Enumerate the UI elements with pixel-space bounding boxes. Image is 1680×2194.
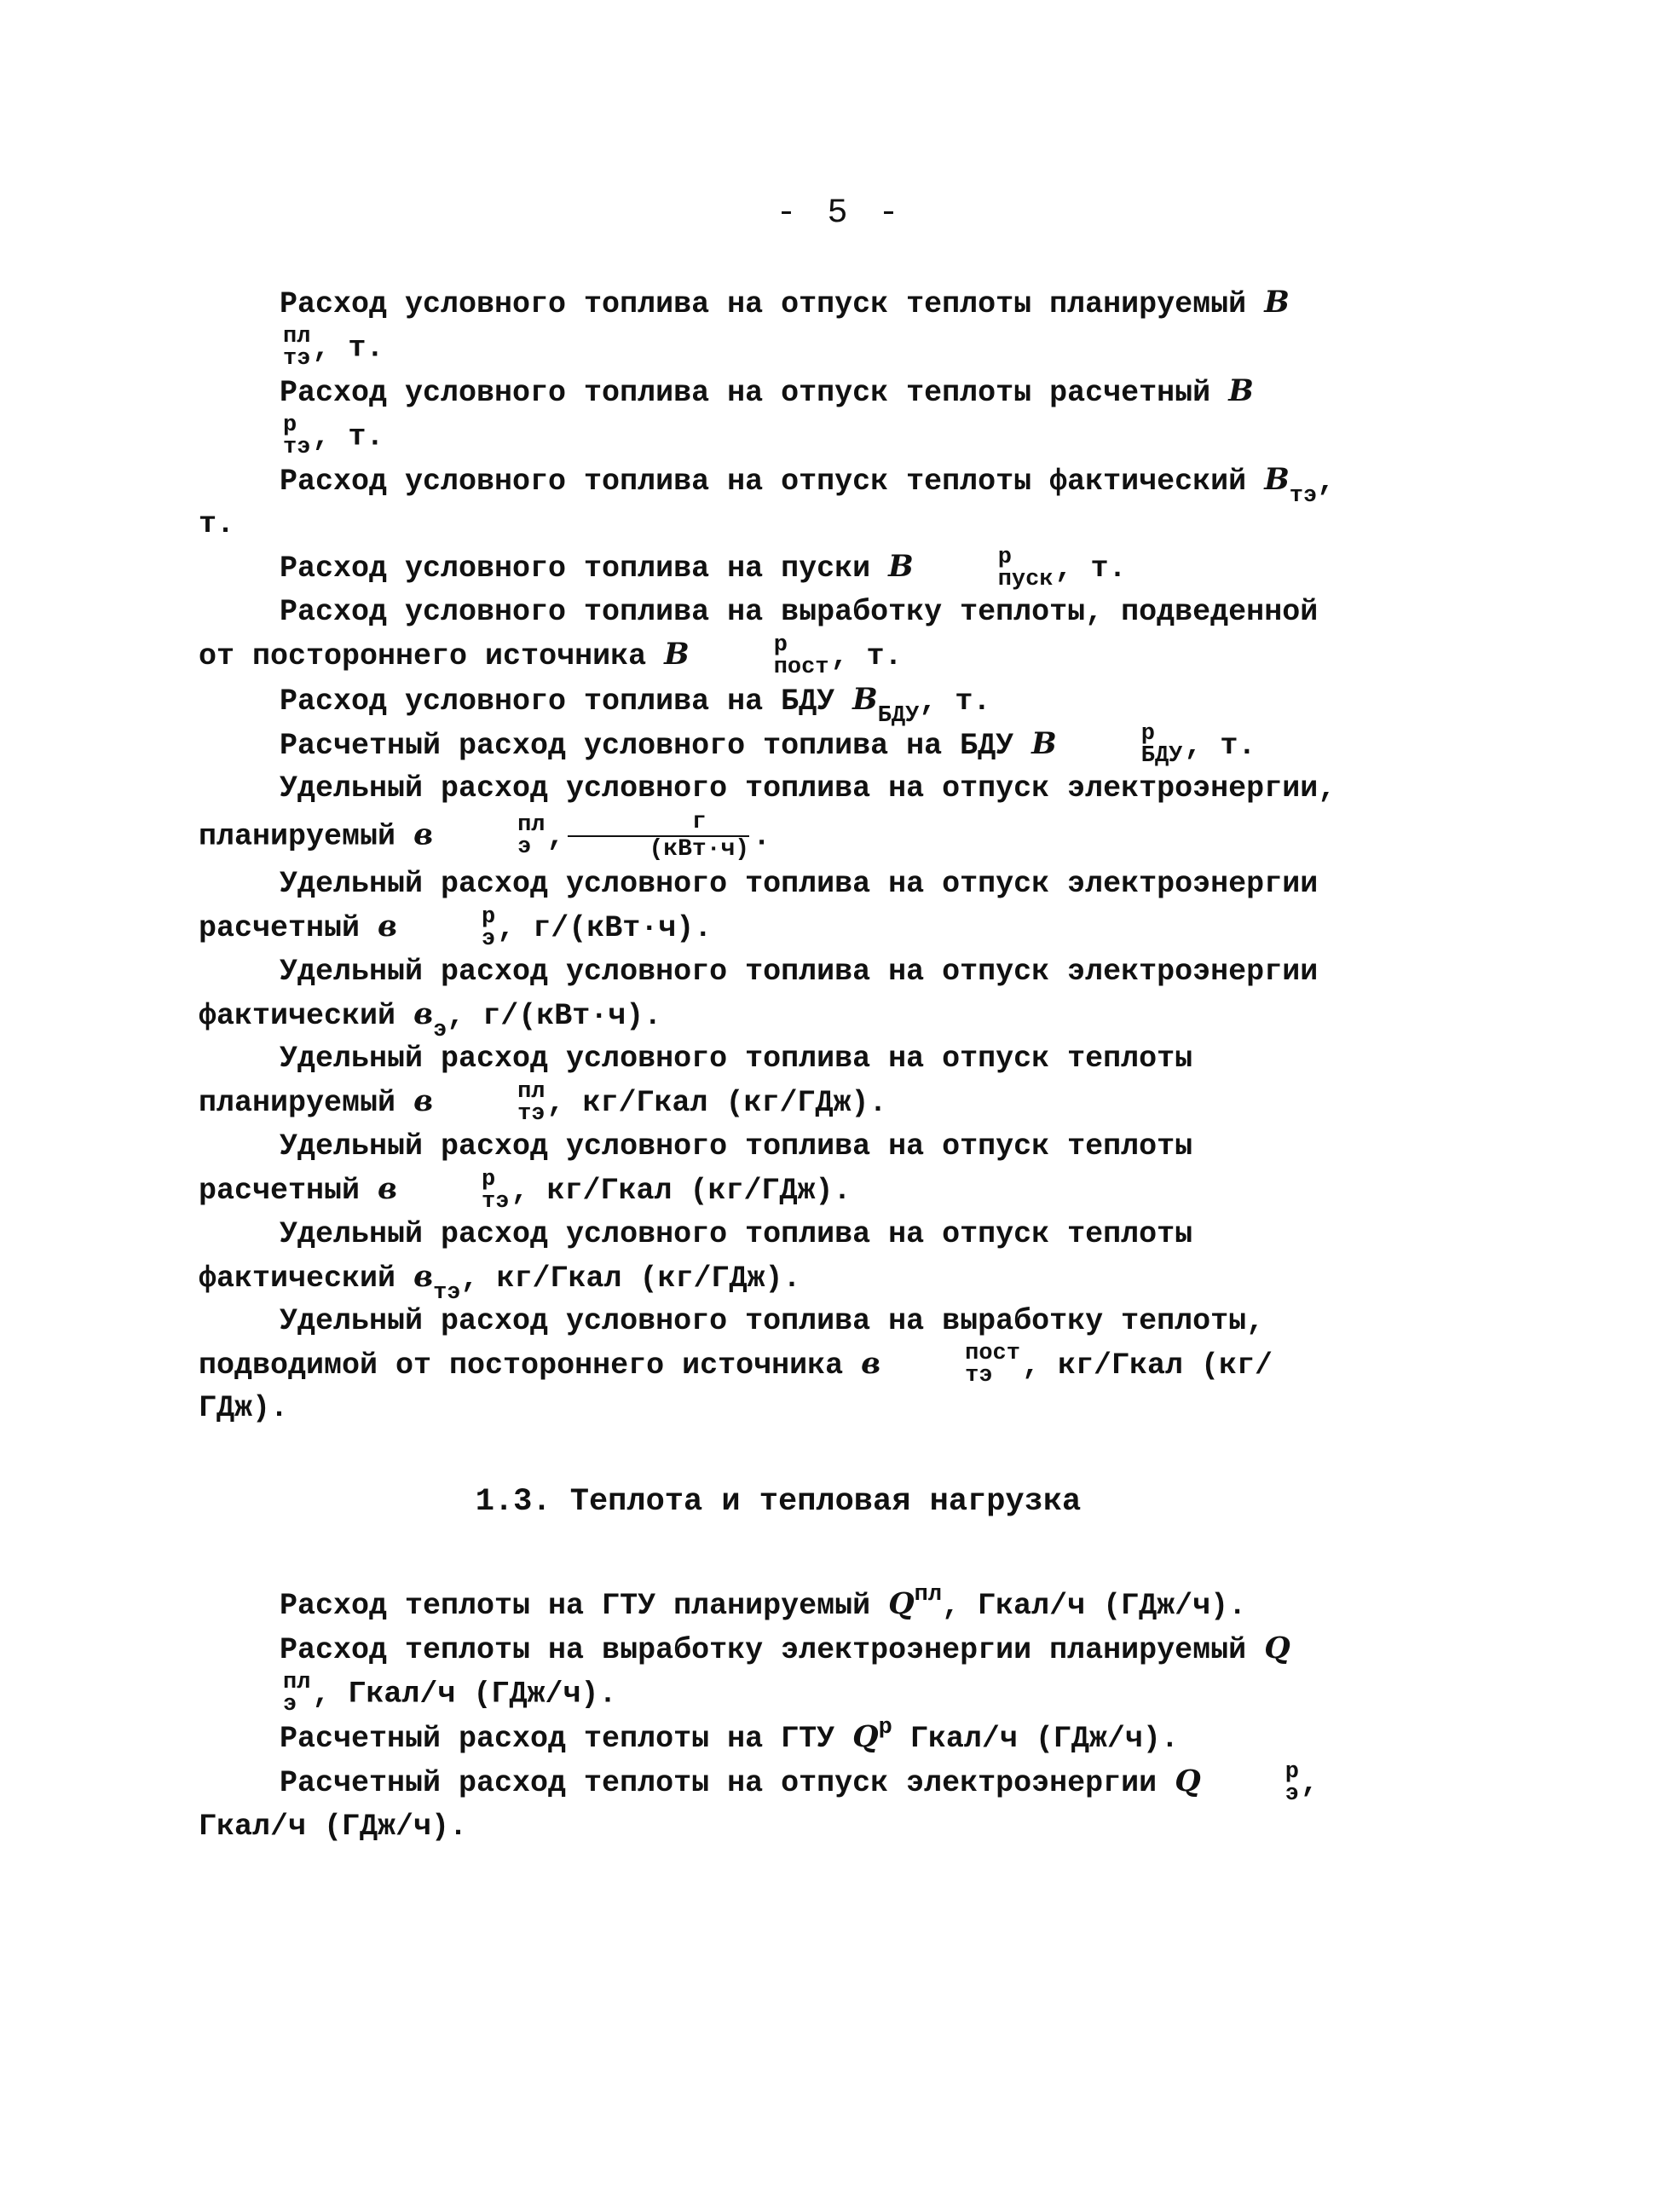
symbol-indices — [884, 1342, 1020, 1387]
symbol-subscript: пуск — [997, 566, 1054, 592]
symbol-superscript: р — [482, 1166, 496, 1192]
definition-item — [199, 1213, 1358, 1306]
definition-item — [199, 591, 1358, 678]
symbol-superscript: р — [1285, 1759, 1299, 1785]
symbol-subscript: э — [283, 1692, 297, 1718]
symbol-subscript: э — [433, 1018, 447, 1043]
item-text: Расход условного топлива на БДУ — [280, 684, 835, 719]
symbol-superscript: р — [773, 632, 788, 658]
symbol-letter: В — [888, 549, 914, 584]
item-unit: , кг/Гкал (кг/ГДж). — [511, 1173, 852, 1208]
definition-item — [199, 281, 1358, 370]
symbol-superscript: р — [283, 413, 297, 438]
symbol-letter: в — [413, 1258, 434, 1294]
symbol-superscript: р — [1140, 721, 1155, 748]
item-unit: , т. — [199, 465, 1336, 541]
item-text: Расход условного топлива на выработку теплоты, подведенной от постороннего источника — [199, 594, 1319, 673]
item-text: Удельный расход условного топлива на выработку теплоты, подводимой от постороннего источника — [199, 1303, 1265, 1383]
item-unit: , т. — [312, 331, 384, 366]
symbol-superscript: пл — [283, 324, 311, 349]
item-unit: . — [753, 819, 771, 854]
item-unit: , Гкал/ч (ГДж/ч). — [312, 1677, 617, 1712]
definition-item — [199, 1125, 1358, 1213]
symbol-indices — [202, 1671, 310, 1716]
item-unit: , т. — [1184, 728, 1256, 763]
item-unit: , кг/Гкал (кг/ГДж). — [460, 1261, 801, 1296]
item-unit: , Гкал/ч (ГДж/ч). — [942, 1589, 1247, 1624]
symbol-letter: Q — [1175, 1764, 1201, 1799]
item-text: Удельный расход условного топлива на отпуск электроэнергии, планируемый — [199, 771, 1336, 854]
symbol-superscript: пл — [517, 812, 546, 839]
definition-item — [199, 678, 1358, 729]
item-unit: , т. — [1054, 551, 1127, 586]
item-unit: , Гкал/ч (ГДж/ч). — [199, 1766, 1319, 1844]
symbol-letter: В — [852, 681, 878, 717]
definition-item — [199, 1037, 1358, 1125]
item-text: Удельный расход условного топлива на отпуск теплоты фактический — [199, 1216, 1193, 1296]
item-unit: , г/(кВт·ч). — [447, 999, 662, 1033]
symbol-subscript: тэ — [965, 1363, 993, 1389]
symbol-subscript: э — [517, 834, 532, 861]
symbol-indices — [1204, 1761, 1299, 1805]
symbol-indices — [436, 812, 546, 861]
symbol-superscript: р — [878, 1715, 892, 1741]
symbol-letter: в — [413, 817, 434, 852]
symbol-subscript: тэ — [283, 346, 311, 372]
symbol-subscript: БДУ — [877, 702, 920, 729]
symbol-indices — [1060, 721, 1183, 770]
unit-fraction — [568, 810, 749, 863]
symbol-subscript: тэ — [517, 1100, 546, 1127]
symbol-letter: в — [378, 909, 398, 944]
fraction-numerator: г — [568, 810, 749, 837]
symbol-indices — [202, 414, 310, 459]
symbol-superscript: пл — [283, 1670, 311, 1696]
symbol-letter: Q — [1264, 1631, 1290, 1666]
symbol-indices — [401, 1166, 510, 1215]
definition-item — [199, 863, 1358, 950]
definition-item — [199, 950, 1358, 1043]
item-text: Расчетный расход теплоты на отпуск электроэнергии — [280, 1766, 1158, 1801]
definition-item — [199, 1716, 1358, 1760]
definition-item — [199, 1583, 1358, 1627]
symbol-superscript: пл — [914, 1582, 943, 1608]
symbol-subscript: тэ — [433, 1279, 461, 1306]
item-text: Удельный расход условного топлива на отпуск электроэнергии расчетный — [199, 867, 1319, 946]
symbol-letter: в — [378, 1170, 398, 1206]
fraction-denominator: (кВт·ч) — [649, 836, 750, 863]
definition-item — [199, 1300, 1358, 1430]
item-text: Удельный расход условного топлива на отпуск электроэнергии фактический — [199, 955, 1319, 1033]
symbol-subscript: тэ — [482, 1188, 510, 1215]
symbol-letter: в — [413, 1083, 434, 1118]
section-heading: 1.3. Теплота и тепловая нагрузка — [475, 1484, 1082, 1521]
page-number: - 5 - — [776, 194, 904, 233]
item-text: Расход теплоты на ГТУ планируемый — [280, 1589, 871, 1624]
symbol-letter: В — [664, 636, 690, 672]
symbol-indices — [917, 546, 1054, 591]
item-unit: , т. — [312, 419, 384, 454]
item-text: Удельный расход условного топлива на отпуск теплоты расчетный — [199, 1129, 1193, 1208]
definition-item — [199, 723, 1358, 768]
symbol-letter: Q — [888, 1586, 915, 1622]
symbol-letter: В — [1031, 725, 1057, 761]
symbol-letter: В — [1264, 285, 1290, 320]
item-text: Удельный расход условного топлива на отпуск теплоты планируемый — [199, 1042, 1193, 1120]
item-unit: , т. — [919, 684, 991, 719]
symbol-superscript: р — [482, 904, 496, 930]
symbol-subscript: БДУ — [1140, 743, 1183, 770]
symbol-indices — [401, 906, 495, 950]
symbol-indices — [693, 634, 829, 678]
definition-item — [199, 370, 1358, 459]
symbol-indices — [202, 326, 310, 370]
symbol-indices — [436, 1078, 546, 1127]
definition-item — [199, 459, 1358, 546]
item-unit: , кг/Гкал (кг/ГДж). — [546, 1086, 887, 1120]
item-text: Расчетный расход теплоты на ГТУ — [280, 1722, 835, 1757]
definition-item — [199, 546, 1358, 591]
item-unit: , т. — [830, 638, 903, 673]
item-text: Расход условного топлива на отпуск теплоты планируемый — [280, 287, 1247, 321]
symbol-letter: В — [1264, 462, 1290, 497]
symbol-letter: Q — [852, 1719, 879, 1755]
symbol-letter: в — [413, 996, 434, 1031]
definition-item — [199, 1627, 1358, 1716]
symbol-superscript: р — [997, 544, 1012, 570]
item-text: Расход условного топлива на отпуск теплоты фактический — [280, 465, 1247, 499]
symbol-subscript: тэ — [283, 435, 311, 460]
item-unit: , г/(кВт·ч). — [497, 911, 713, 946]
symbol-letter: В — [1228, 373, 1254, 408]
symbol-subscript: пост — [773, 654, 829, 680]
item-unit: , кг/Гкал (кг/ГДж). — [199, 1348, 1273, 1426]
symbol-subscript: э — [1285, 1781, 1299, 1807]
symbol-superscript: пл — [517, 1078, 546, 1105]
item-text: Расчетный расход условного топлива на БДУ — [280, 728, 1014, 763]
definition-item: Удельный расход условного топлива на отпуск электроэнергии, планируемый в пл э , $\frac{г}{\text{(кВт·ч)}}$ . — [199, 771, 1336, 863]
item-text: Расход теплоты на выработку электроэнергии планируемый — [280, 1633, 1247, 1668]
item-unit: Гкал/ч (ГДж/ч). — [892, 1722, 1179, 1757]
item-text: Расход условного топлива на отпуск теплоты расчетный — [280, 376, 1211, 410]
symbol-letter: в — [861, 1345, 881, 1381]
symbol-superscript: пост — [965, 1341, 1020, 1367]
symbol-subscript: э — [482, 927, 496, 952]
document-body — [199, 281, 1358, 1848]
item-text: Расход условного топлива на пуски — [280, 551, 871, 586]
definition-item — [199, 1760, 1358, 1848]
symbol-subscript: тэ — [1289, 483, 1318, 509]
